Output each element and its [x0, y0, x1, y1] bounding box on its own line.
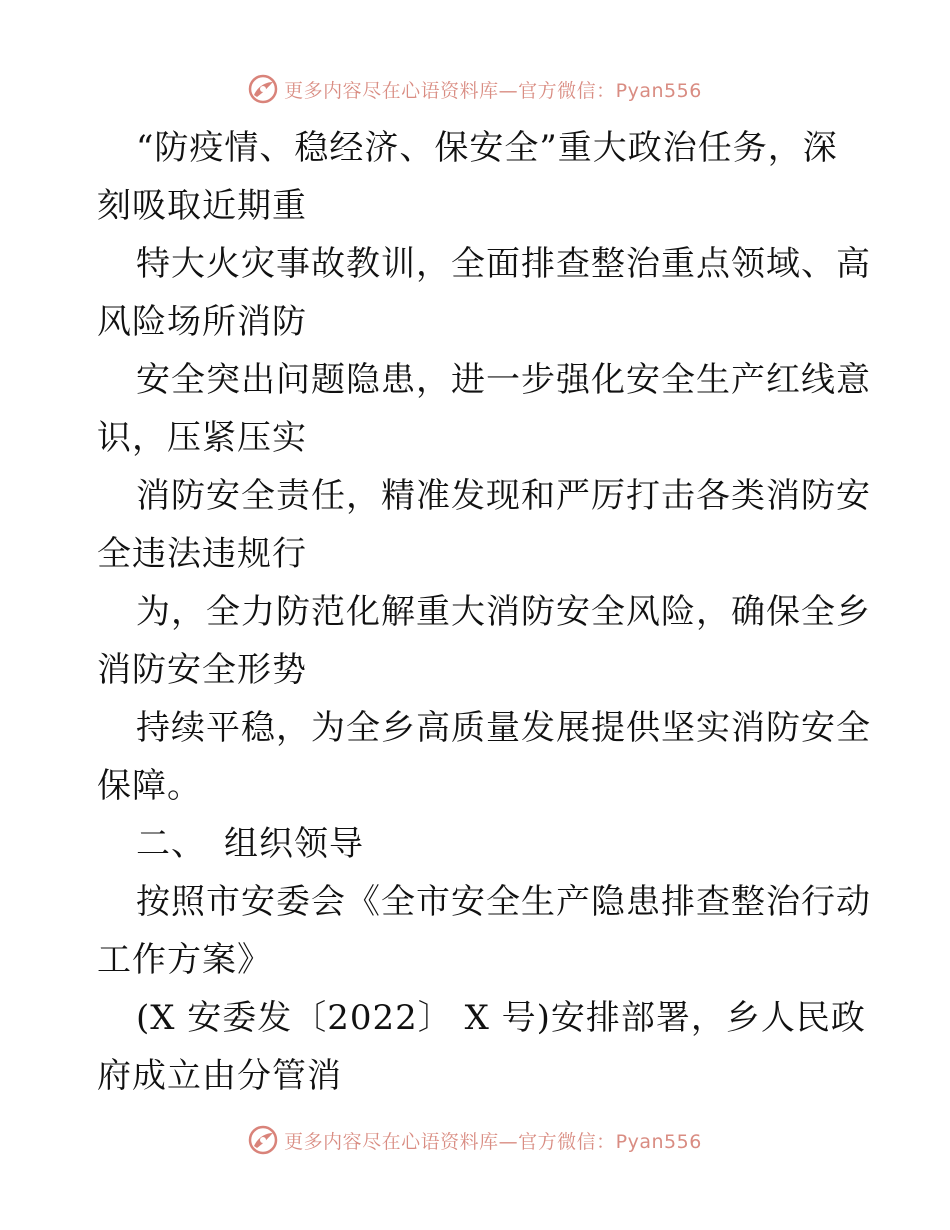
text-line: 识，压紧压实: [97, 418, 307, 458]
text-line: 风险场所消防: [97, 302, 307, 342]
text-line: 消防安全责任，精准发现和严厉打击各类消防安: [136, 476, 871, 516]
watermark-text: 更多内容尽在心语资料库—官方微信：Pyan556: [284, 79, 702, 102]
text-line: 持续平稳，为全乡高质量发展提供坚实消防安全: [136, 708, 871, 748]
text-line: “防疫情、稳经济、保安全”重大政治任务，深: [136, 128, 838, 168]
text-line: 特大火灾事故教训，全面排查整治重点领域、高: [136, 244, 871, 284]
text-line: 消防安全形势: [97, 650, 307, 690]
text-line: 全违法违规行: [97, 534, 307, 574]
text-line: 刻吸取近期重: [97, 186, 307, 226]
watermark-logo-icon: [248, 1125, 278, 1155]
header-watermark: [0, 72, 950, 106]
section-heading: 二、 组织领导: [136, 824, 364, 864]
text-line: 按照市安委会《全市安全生产隐患排查整治行动: [136, 882, 871, 922]
text-line: 为，全力防范化解重大消防安全风险，确保全乡: [136, 592, 871, 632]
text-line: 安全突出问题隐患，进一步强化安全生产红线意: [136, 360, 871, 400]
text-line: 保障。: [97, 766, 202, 806]
footer-watermark: [0, 1123, 950, 1157]
text-line: (X 安委发〔2022〕 X 号)安排部署，乡人民政: [136, 998, 866, 1038]
text-line: 工作方案》: [97, 940, 272, 980]
watermark-text: 更多内容尽在心语资料库—官方微信：Pyan556: [284, 1130, 702, 1153]
watermark-logo-icon: [248, 74, 278, 104]
text-line: 府成立由分管消: [97, 1056, 342, 1096]
